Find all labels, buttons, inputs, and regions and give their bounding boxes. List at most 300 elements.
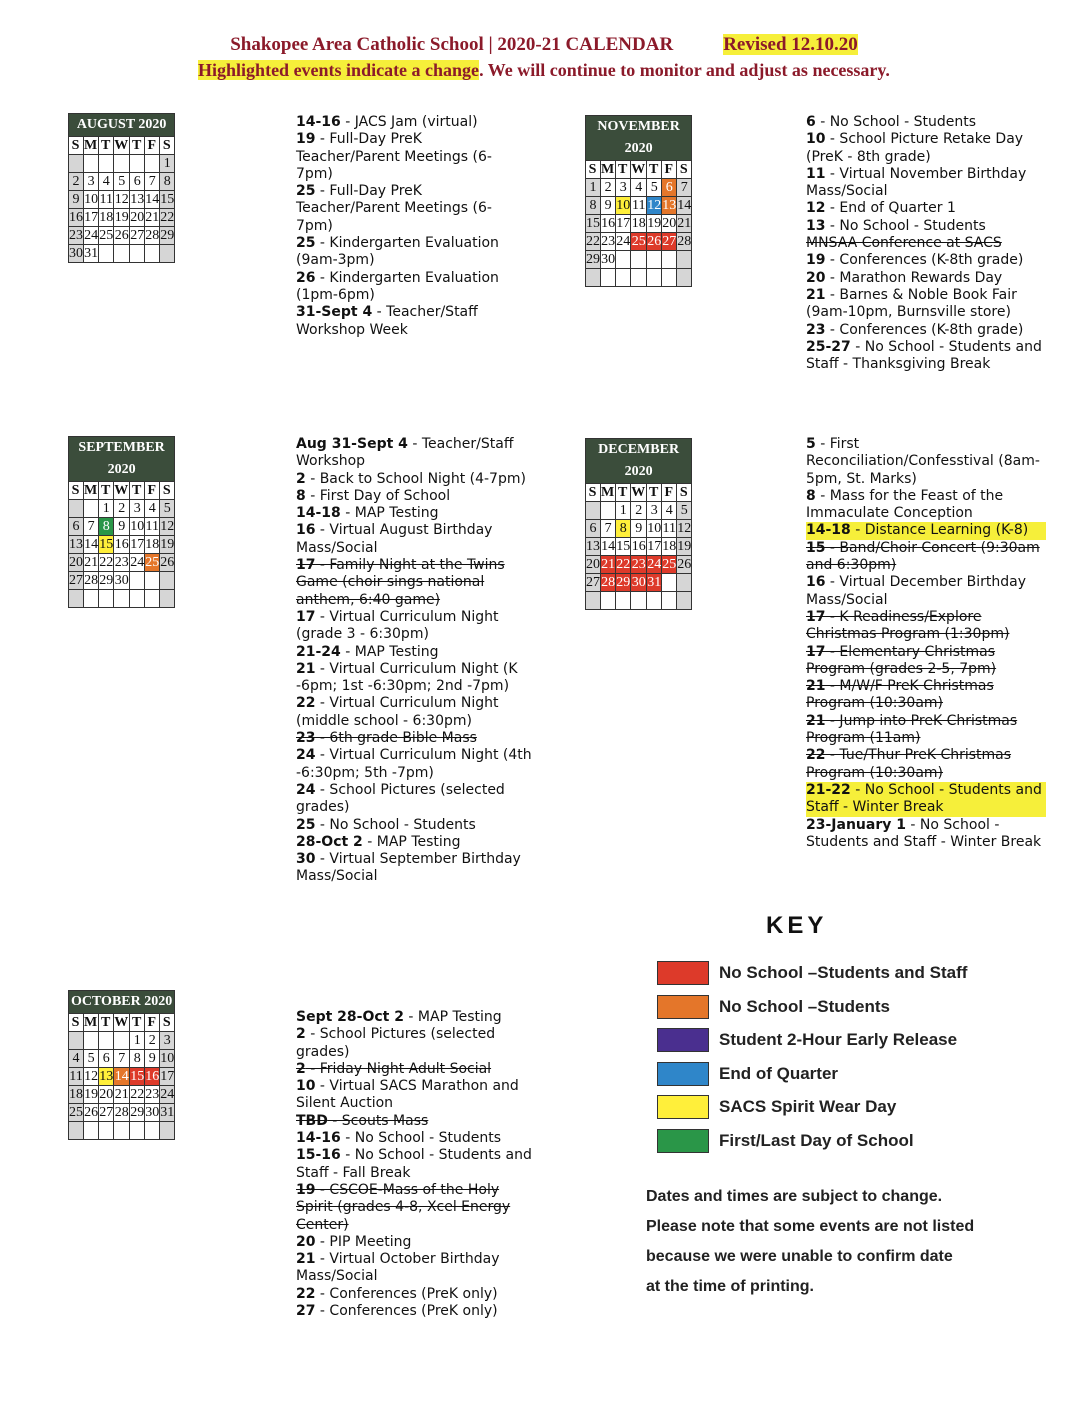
calendar-day-cell: 5 [84,1050,99,1068]
calendar-day-cell: 4 [662,502,677,520]
weekday-header: F [145,1014,160,1032]
calendar-day-cell: 21 [145,210,160,225]
weekday-header: S [69,1014,84,1032]
calendar-day-cell [647,251,662,269]
weekday-header: M [84,138,99,153]
calendar-week-row [69,1050,175,1068]
calendar-day-cell: 11 [99,192,113,207]
calendar-day-cell [662,574,677,592]
key-label: Student 2-Hour Early Release [719,1030,958,1049]
calendar-day-cell [99,1122,114,1140]
calendar-week-row [69,191,175,209]
calendar-month-title: OCTOBER 2020 [69,991,175,1014]
event-text: - Virtual November Birthday Mass/Social [806,165,1027,200]
calendar-day-cell: 18 [662,539,677,554]
calendar-day-cell [114,155,130,173]
calendar-day-cell: 3 [647,502,662,520]
key-item [657,1027,957,1053]
event-text: - JACS Jam (virtual) [340,114,478,130]
event-date: 10 [296,1078,316,1095]
calendar-day-cell: 6 [69,518,84,536]
calendar-week-row [69,572,175,590]
calendar-day-cell [69,500,84,518]
event-date: 14-16 [296,114,341,130]
calendar-day-cell: 26 [160,555,175,570]
event-item [296,235,521,270]
calendar-day-cell: 25 [69,1105,83,1120]
key-swatch [657,995,709,1019]
calendar-day-cell: 8 [160,173,175,191]
event-text: - Virtual Curriculum Night (K -6pm; 1st -6:30pm; 2nd -7pm) [296,660,518,695]
calendar-day-cell: 11 [145,519,159,534]
event-item [806,322,1046,339]
calendar-week-row [69,209,175,227]
event-text: - Elementary Christmas Program (grades 2-5, 7pm) [806,643,997,677]
calendar-day-cell: 15 [616,539,631,554]
calendar-day-cell: 7 [677,179,692,197]
event-text: - Virtual Curriculum Night (middle school - 6:30pm) [296,695,499,729]
calendar-day-cell [69,590,84,608]
event-item [296,436,536,471]
calendar-day-cell [145,590,160,608]
event-date: 17 [806,608,826,625]
calendar-day-cell: 3 [84,173,99,191]
event-item [296,1009,536,1026]
event-date: 8 [806,487,816,504]
calendar-day-cell: 19 [114,210,129,225]
event-item [296,1251,536,1286]
event-item [806,131,1046,166]
weekday-header: F [145,137,160,155]
weekday-header: T [99,137,114,155]
calendar-day-cell: 25 [662,557,677,572]
event-item [806,114,1046,131]
event-item [806,436,1046,488]
calendar-day-cell [616,251,631,269]
calendar-day-cell: 10 [616,198,631,213]
key-swatch [657,1062,709,1086]
calendar-day-cell: 20 [662,216,677,231]
calendar-month-title: DECEMBER 2020 [586,439,692,484]
calendar-day-cell: 16 [631,539,646,554]
event-item [296,1078,536,1113]
calendar-day-cell: 19 [160,537,175,552]
calendar-day-cell: 29 [99,573,114,588]
calendar-day-cell: 1 [99,500,114,518]
event-text: - Mass for the Feast of the Immaculate Conception [806,487,1004,522]
calendar-week-row [586,269,692,287]
event-item [806,678,1046,713]
event-text: - K Readiness/Explore Christmas Program (1:30pm) [806,608,1010,643]
note-line: because we were unable to confirm date [646,1248,953,1265]
event-date: 17 [296,557,316,574]
calendar-day-cell: 12 [84,1069,99,1084]
calendar-day-cell: 30 [631,575,646,590]
event-date: 6 [806,114,816,130]
calendar-day-cell: 8 [130,1050,145,1068]
event-date: 2 [296,1026,306,1043]
calendar-week-row [586,520,692,538]
calendar-day-cell [647,269,662,287]
calendar-day-cell: 6 [662,179,677,197]
event-item [806,522,1046,539]
event-item [296,1061,536,1078]
calendar-day-cell: 11 [69,1069,83,1084]
event-item [806,713,1046,748]
event-text: - MAP Testing [340,505,439,522]
calendar-day-cell: 22 [130,1087,145,1102]
key-swatch [657,961,709,985]
event-item [806,200,1046,217]
calendar-day-cell: 31 [160,1105,175,1120]
calendar-day-cell [99,590,114,608]
event-text: - Kindergarten Evaluation (1pm-6pm) [296,269,499,303]
calendar-day-cell: 2 [69,173,84,191]
event-date: 22 [296,1285,316,1302]
event-date: 30 [296,851,316,868]
key-item [657,960,967,986]
event-text: - Teacher/Staff Workshop Week [296,304,478,338]
calendar-day-cell [84,155,99,173]
event-item [296,747,536,782]
event-item [296,522,536,557]
event-list [296,1009,536,1320]
event-item [296,1026,536,1061]
calendar-day-cell: 9 [114,518,130,536]
calendar-day-cell: 2 [114,500,130,518]
calendar-day-cell: 25 [99,228,114,243]
calendar-day-cell: 15 [586,216,600,231]
calendar-day-cell: 31 [647,575,662,590]
calendar-week-row [586,197,692,215]
event-item [806,488,1046,523]
calendar-week-row [69,518,175,536]
weekday-header: M [601,162,616,177]
event-item [296,304,521,339]
weekday-header: W [114,138,130,153]
event-list [806,114,1046,373]
calendar-day-cell: 24 [647,557,662,572]
calendar-week-row [69,227,175,245]
event-text: - End of Quarter 1 [825,200,956,217]
event-item [806,782,1046,817]
event-text: - Back to School Night (4-7pm) [305,470,526,487]
calendar-day-cell [69,1032,84,1050]
event-date: 21 [806,678,826,695]
calendar-week-row [69,155,175,173]
event-item [296,1234,536,1251]
event-date: 11 [806,165,826,182]
event-date: Sept 28-Oct 2 [296,1009,404,1025]
weekday-header: S [586,484,601,502]
page-title: Shakopee Area Catholic School | 2020-21 CALENDAR [230,34,674,55]
key-item [657,994,890,1020]
event-item [296,851,536,886]
event-text: - Barnes & Noble Book Fair (9am-10pm, Burnsville store) [806,286,1017,321]
event-date: 22 [806,747,826,764]
calendar-day-cell: 3 [160,1032,175,1050]
event-text: - No School - Students [340,1130,502,1147]
event-item [806,747,1046,782]
calendar-week-row [69,1068,175,1086]
event-text: - Virtual September Birthday Mass/Social [296,851,521,885]
weekday-header: T [616,484,631,502]
weekday-header: M [84,1015,99,1030]
event-date: 22 [296,695,316,712]
event-text: - First Day of School [305,487,451,504]
calendar-day-cell: 25 [631,234,646,249]
event-text: - No School - Students and Staff - Thanksgiving Break [806,338,1042,373]
calendar-day-cell: 27 [69,573,83,588]
event-date: 14-18 [296,505,341,522]
calendar-day-cell: 12 [647,198,662,213]
event-date: 12 [806,200,826,217]
event-item [806,218,1046,235]
calendar-day-cell [114,590,130,608]
event-text: - School Pictures (selected grades) [296,1026,496,1060]
weekday-header: T [647,161,662,179]
event-list [296,114,521,339]
event-text: - Conferences (K-8th grade) [825,252,1024,269]
calendar-day-cell: 9 [145,1050,160,1068]
calendar-day-cell: 28 [601,575,616,590]
event-date: 8 [296,487,306,504]
calendar-week-row [69,554,175,572]
calendar-day-cell: 27 [662,234,677,249]
event-text: - CSCOE-Mass of the Holy Spirit (grades 4-8, Xcel Energy Center) [296,1181,511,1233]
calendar-week-row [69,1032,175,1050]
key-item [657,1128,914,1154]
calendar-day-cell: 6 [586,520,601,538]
page-header [0,32,1088,82]
event-text: - Conferences (K-8th grade) [825,321,1024,338]
calendar-day-cell: 6 [130,173,145,191]
calendar-day-cell: 30 [69,246,83,261]
event-item [296,1303,536,1320]
calendar-day-cell: 7 [114,1050,130,1068]
event-item [296,270,521,305]
event-date: 31-Sept 4 [296,304,373,321]
calendar-day-cell [69,155,84,173]
event-text: MNSAA Conference at SACS [806,235,1002,252]
calendar-day-cell: 17 [84,210,99,225]
event-date: 17 [296,608,316,625]
calendar-day-cell: 11 [631,198,646,213]
event-item [806,540,1046,575]
event-text: - Conferences (PreK only) [315,1285,498,1302]
calendar-day-cell [145,1122,160,1140]
event-item [806,252,1046,269]
calendar-day-cell: 23 [601,234,616,249]
event-date: 23-January 1 [806,816,906,833]
calendar-day-cell: 28 [677,234,692,249]
event-date: 16 [296,522,316,539]
event-text: - MAP Testing [403,1009,502,1025]
event-item [296,1130,536,1147]
calendar-day-cell: 15 [99,537,114,552]
calendar-day-cell: 29 [130,1105,145,1120]
event-text: - No School - Students and Staff - Fall Break [296,1147,532,1181]
calendar-day-cell: 13 [662,198,677,213]
calendar-day-cell: 27 [586,575,600,590]
calendar-day-cell [130,590,145,608]
calendar-day-cell: 27 [130,228,145,243]
calendar-day-cell: 22 [99,555,114,570]
calendar-grid [585,438,692,610]
event-item [806,166,1046,201]
event-date: 10 [806,131,826,148]
calendar-day-cell: 14 [601,539,616,554]
calendar-day-cell [84,1122,99,1140]
weekday-header: S [677,161,692,179]
calendar-day-cell [99,1032,114,1050]
event-text: - 6th grade Bible Mass [315,730,477,747]
calendar-day-cell [114,245,130,263]
event-text: - School Pictures (selected grades) [296,781,505,816]
calendar-day-cell: 1 [616,502,631,520]
calendar-day-cell [130,155,145,173]
calendar-day-cell: 16 [69,210,83,225]
calendar-day-cell [84,1032,99,1050]
weekday-header: T [99,482,114,500]
calendar-day-cell: 28 [114,1105,129,1120]
event-list [296,436,536,886]
calendar-day-cell: 5 [677,502,692,520]
calendar-day-cell [616,592,631,610]
calendar-week-row [586,592,692,610]
event-text: - Teacher/Staff Workshop [296,436,514,470]
event-text: - No School - Students [315,816,476,833]
event-date: 2 [296,1060,306,1077]
event-date: 25-27 [806,338,851,355]
calendar-day-cell: 16 [601,216,616,231]
calendar-day-cell: 2 [145,1032,160,1050]
weekday-header: F [145,482,160,500]
calendar-week-row [586,233,692,251]
weekday-header: F [662,484,677,502]
calendar-day-cell [145,155,160,173]
event-date: 21 [806,712,826,729]
event-date: 21 [296,1251,316,1268]
calendar-day-cell: 10 [647,521,662,536]
weekday-header: S [677,484,692,502]
calendar-day-cell: 26 [647,234,662,249]
calendar-day-cell [130,572,145,590]
event-date: 24 [296,747,316,764]
calendar-day-cell: 21 [84,555,99,570]
calendar-day-cell: 8 [99,518,114,536]
event-text: - M/W/F PreK Christmas Program (10:30am) [806,678,994,712]
calendar-week-row [586,502,692,520]
calendar-day-cell: 29 [586,252,600,267]
calendar-week-row [586,215,692,233]
calendar-day-cell: 7 [84,518,99,536]
weekday-header: M [84,483,99,498]
calendar-week-row [69,1086,175,1104]
calendar-week-row [69,1104,175,1122]
calendar-day-cell [99,245,114,263]
weekday-header: S [69,482,84,500]
calendar-month-title: AUGUST 2020 [69,114,175,137]
calendar-month-title: NOVEMBER 2020 [586,116,692,161]
calendar-day-cell: 18 [145,537,160,552]
calendar-day-cell [616,269,631,287]
calendar-day-cell: 21 [601,557,616,572]
event-item [296,1147,536,1182]
event-item [296,488,536,505]
calendar-day-cell [586,592,601,610]
calendar-day-cell: 26 [114,228,129,243]
event-item [806,287,1046,322]
event-date: 19 [296,131,316,148]
calendar-day-cell: 26 [677,557,692,572]
calendar-day-cell: 1 [160,155,175,173]
event-item [296,695,536,730]
subtitle-highlight: Highlighted events indicate a change [198,60,480,80]
event-item [296,730,536,747]
calendar-day-cell: 13 [99,1069,114,1084]
event-item [296,1113,536,1130]
event-text: - Virtual Curriculum Night (grade 3 - 6:30pm) [296,608,499,643]
calendar-day-cell: 10 [130,519,145,534]
calendar-day-cell [160,1122,175,1140]
event-text: - Family Night at the Twins Game (choir sings national anthem, 6:40 game) [296,557,505,608]
calendar-day-cell: 28 [84,573,99,588]
event-date: 16 [806,574,826,591]
weekday-header: W [631,485,647,500]
calendar-day-cell [99,155,114,173]
event-text: - No School - Students and Staff - Winter Break [806,781,1042,816]
calendar-day-cell: 14 [114,1069,129,1084]
weekday-header: W [631,162,647,177]
event-date: 20 [296,1233,316,1250]
header-title-line [0,32,1088,58]
calendar-day-cell [84,500,99,518]
key-swatch [657,1095,709,1119]
calendar-day-cell: 8 [586,197,601,215]
calendar-day-cell: 19 [84,1087,99,1102]
header-subtitle [0,58,1088,82]
event-text: - Band/Choir Concert (9:30am and 6:30pm) [806,539,1040,574]
note-line: Dates and times are subject to change. [646,1188,943,1205]
calendar-day-cell: 24 [160,1087,175,1102]
key-item [657,1094,896,1120]
event-item [296,644,536,661]
event-item [296,609,536,644]
weekday-header: T [616,161,631,179]
subtitle-rest: . We will continue to monitor and adjust as necessary. [479,60,890,80]
event-text: - Distance Learning (K-8) [850,522,1029,539]
key-label: End of Quarter [719,1063,839,1083]
calendar-day-cell [160,572,175,590]
calendar-day-cell [647,592,662,610]
calendar-day-cell: 17 [647,539,662,554]
weekday-header: S [160,482,175,500]
note-line: Please note that some events are not listed [646,1218,975,1235]
event-text: - Marathon Rewards Day [825,269,1003,286]
calendar-day-cell: 7 [601,520,616,538]
event-date: 13 [806,217,826,234]
event-text: - PIP Meeting [315,1233,412,1250]
event-text: - First Reconciliation/Confesstival (8am-5pm, St. Marks) [806,436,1040,487]
calendar-week-row [586,574,692,592]
event-text: - Tue/Thur PreK Christmas Program (10:30am) [806,747,1012,781]
event-date: 21-24 [296,643,341,660]
calendar-day-cell: 15 [160,192,175,207]
calendar-day-cell: 5 [160,500,175,518]
weekday-header: W [114,483,130,498]
calendar-day-cell: 22 [160,210,175,225]
